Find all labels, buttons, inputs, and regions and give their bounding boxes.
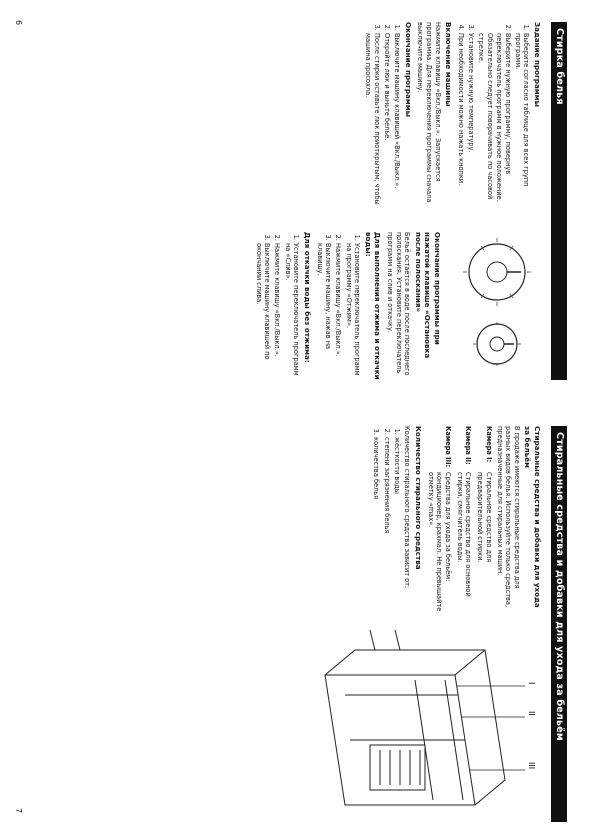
list-item: 4. При необходимости можно нажать кнопки. xyxy=(456,33,465,222)
list-item: 2. Выберите нужную программу, повернув переключатель программ в нужное положение. Обязательно следует поворачивать по часовой стрелке. xyxy=(477,33,512,222)
figure-label-iii: III xyxy=(527,762,536,770)
chamber-label: Камера III: xyxy=(444,426,453,468)
drain-only-steps xyxy=(254,232,301,382)
select-program-steps xyxy=(456,22,530,222)
start-machine-title: Включение машины xyxy=(444,22,454,107)
list-item: 2. Нажмите клавишу «Вкл./Выкл.». xyxy=(273,243,282,382)
right-section-header: Стиральные средства и добавки для ухода за бельём xyxy=(551,426,567,822)
list-item: 3. Установите нужную температуру. xyxy=(467,33,476,222)
list-item: 1. Выключите машину клавишей «Вкл./Выкл.». xyxy=(393,33,402,222)
chamber-row xyxy=(455,426,472,612)
chamber-text: Стиральное средство для основной стирки, смягчитель воды. xyxy=(455,472,473,597)
detergent-drawer-illustration xyxy=(295,620,545,820)
list-item: 3. Выключите машину клавишей по окончании слива. xyxy=(254,243,271,382)
list-item: 3. После стирки оставьте люк приоткрытым, чтобы машина просохла. xyxy=(363,33,380,222)
left-section-header: Стирка белья xyxy=(551,22,567,380)
amount-title: Количество стирального средства xyxy=(413,426,423,570)
list-item: 1. Установите переключатель программ на программу «Отжим». xyxy=(344,243,361,382)
page-number-right: 7 xyxy=(14,808,23,814)
list-item: 2. Откройте люк и выньте бельё. xyxy=(382,33,391,222)
intro-text: В продаже имеются стиральные средства для разных видов белья. Используйте только средства, предназначенные для стиральных машин. xyxy=(495,426,521,608)
spin-drain-title: Для выполнения отжима и откачки воды: xyxy=(363,232,383,380)
list-item: 3. Выключите машину, нажав на клавишу. xyxy=(315,243,332,382)
detergent-drawer-figure xyxy=(295,620,545,820)
chamber-row xyxy=(426,426,452,612)
start-machine-text: Нажмите клавишу «Вкл./Выкл.». Запускается программа. Для переключения программы сначала выключите машину. xyxy=(416,22,442,203)
chamber-text: Средства для ухода за бельём: кондиционер, крахмал. Не превышайте отметку «max». xyxy=(426,472,453,612)
spin-drain-steps xyxy=(315,232,362,382)
intro-title: Стиральные средства и добавки для ухода за бельём xyxy=(523,426,542,608)
right-column-1 xyxy=(370,426,545,612)
left-column-2 xyxy=(252,232,445,382)
chamber-text: Стиральное средство для предварительной стирки. xyxy=(476,472,493,563)
page-number-left: 6 xyxy=(14,20,23,26)
list-item: 1. Выберите согласно таблице для всех групп программ. xyxy=(513,33,530,222)
amount-text: Количество стирального средства зависит от: xyxy=(403,426,412,589)
amount-items xyxy=(372,426,401,612)
program-dial-illustration xyxy=(449,232,545,382)
figure-label-i: I xyxy=(527,682,536,685)
list-item: 3. количества белья xyxy=(372,437,381,612)
left-column-1 xyxy=(362,22,545,222)
list-item: 1. жёсткости воды xyxy=(392,437,401,612)
chamber-row xyxy=(475,426,492,612)
figure-label-ii: II xyxy=(527,711,536,716)
list-item: 1. Установите переключатель программ на «Слив». xyxy=(283,243,300,382)
end-program-title: Окончание программы xyxy=(403,22,413,118)
chamber-label: Камера II: xyxy=(464,426,473,465)
list-item: 2. Нажмите клавишу «Вкл./Выкл.». xyxy=(334,243,343,382)
chamber-label: Камера I: xyxy=(484,426,493,463)
drain-only-title: Для откачки воды без отжима: xyxy=(302,232,312,363)
rinse-stop-text: Бельё остаётся в воде после последнего полоскания. Установите переключатель программ на слив и откачку. xyxy=(386,232,412,376)
rinse-stop-title: Окончание программы при нажатой клавише «Остановка после полоскания» xyxy=(414,232,442,359)
control-panel-figure xyxy=(449,232,545,382)
select-program-title: Задание программы xyxy=(533,22,542,108)
list-item: 2. степени загрязнения белья xyxy=(382,437,391,612)
end-program-steps xyxy=(363,22,401,222)
